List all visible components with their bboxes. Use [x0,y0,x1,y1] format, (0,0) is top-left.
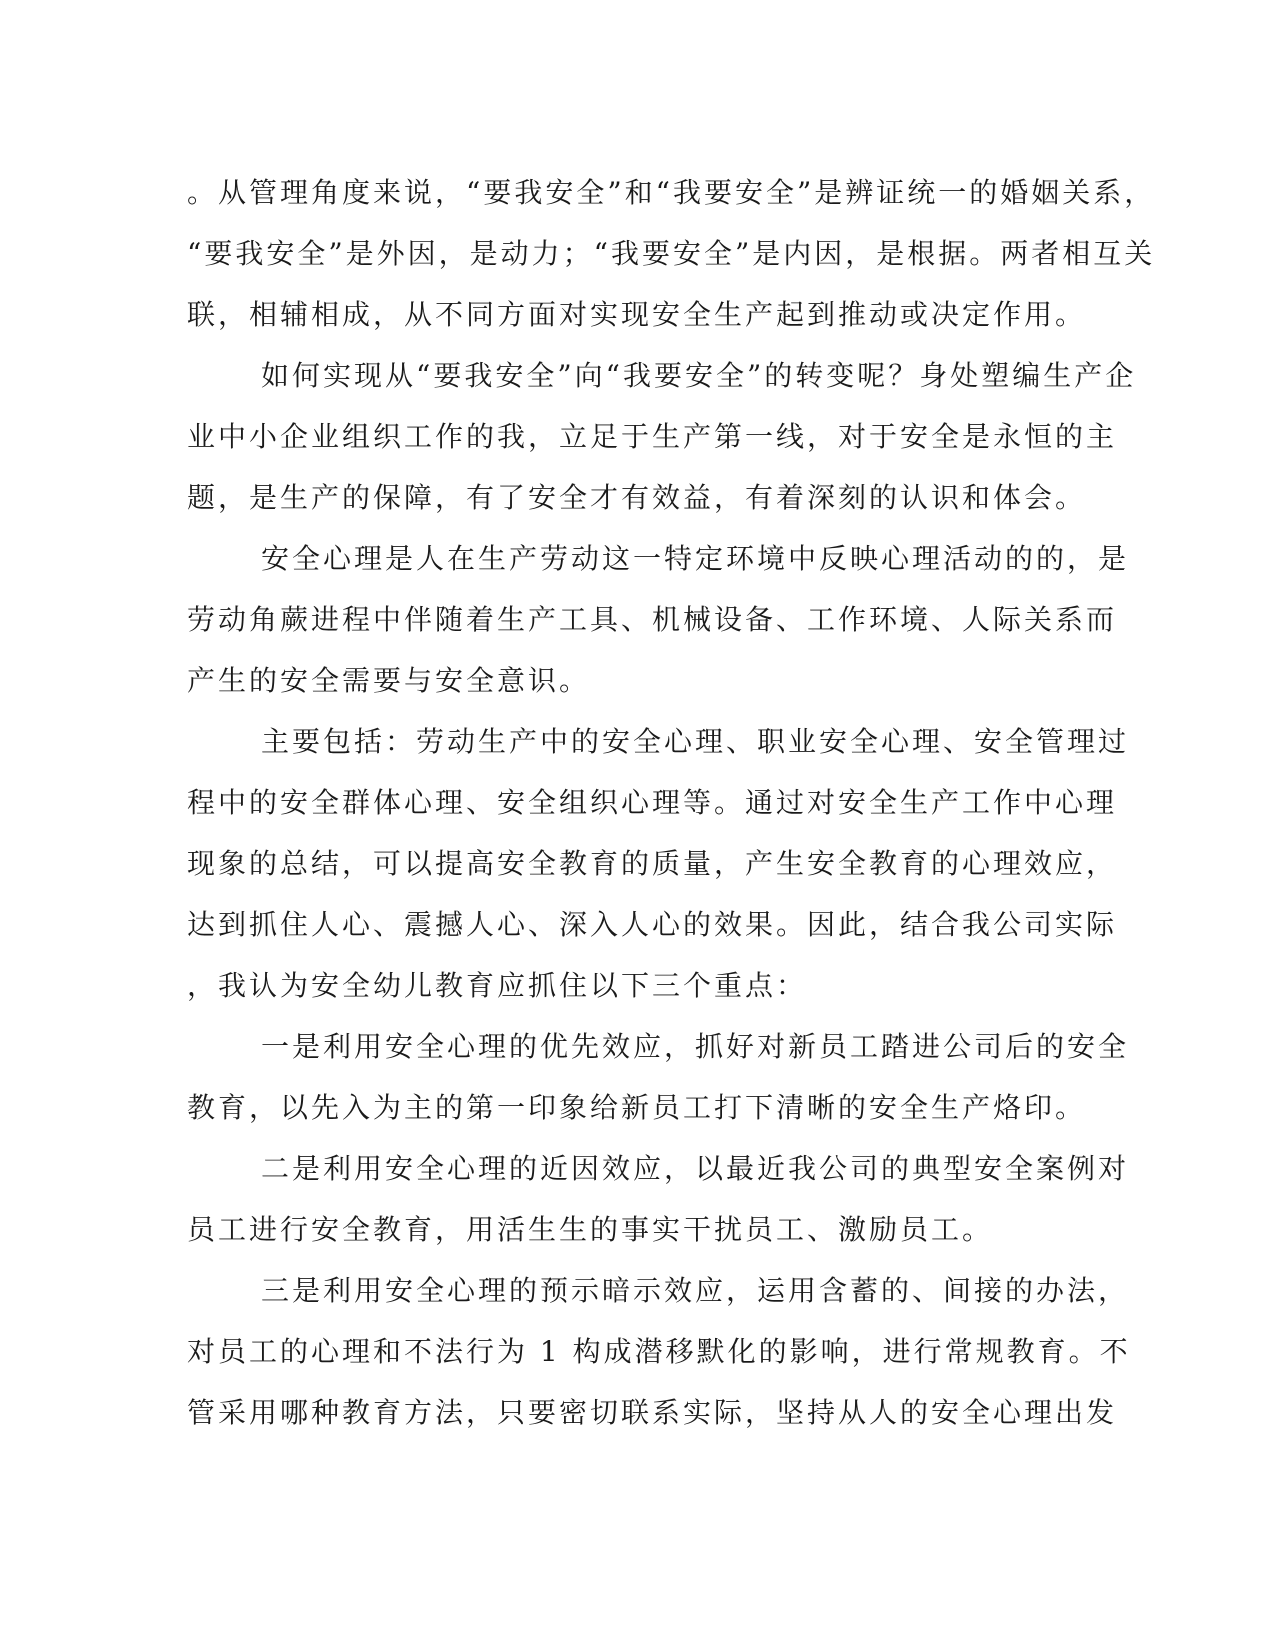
text-line: 员工进行安全教育，用活生生的事实干扰员工、激励员工。 [187,1213,994,1246]
body-text [187,162,1156,1443]
text-line: 对员工的心理和不法行为 1 构成潜移默化的影响，进行常规教育。不 [187,1335,1131,1368]
text-line: “要我安全”是外因，是动力；“我要安全”是内因，是根据。两者相互关 [187,237,1156,270]
text-line: 联，相辅相成，从不同方面对实现安全生产起到推动或决定作用。 [187,298,1087,331]
paragraph-start-line: 主要包括：劳动生产中的安全心理、职业安全心理、安全管理过 [261,725,1130,758]
text-line: 。从管理角度来说，“要我安全”和“我要安全”是辨证统一的婚姻关系， [187,176,1156,209]
text-line: 程中的安全群体心理、安全组织心理等。通过对安全生产工作中心理 [187,786,1118,819]
text-line: 管采用哪种教育方法，只要密切联系实际，坚持从人的安全心理出发 [187,1396,1118,1429]
text-line: 现象的总结，可以提高安全教育的质量，产生安全教育的心理效应， [187,847,1118,880]
text-line: ，我认为安全幼儿教育应抓住以下三个重点： [187,969,808,1002]
text-line: 题，是生产的保障，有了安全才有效益，有着深刻的认识和体会。 [187,481,1087,514]
text-line: 达到抓住人心、震撼人心、深入人心的效果。因此，结合我公司实际 [187,908,1118,941]
paragraph-start-line: 一是利用安全心理的优先效应，抓好对新员工踏进公司后的安全 [261,1030,1130,1063]
paragraph-start-line: 三是利用安全心理的预示暗示效应，运用含蓄的、间接的办法， [261,1274,1130,1307]
text-line: 教育，以先入为主的第一印象给新员工打下清晰的安全生产烙印。 [187,1091,1087,1124]
paragraph-start-line: 二是利用安全心理的近因效应，以最近我公司的典型安全案例对 [261,1152,1130,1185]
paragraph-start-line: 安全心理是人在生产劳动这一特定环境中反映心理活动的的，是 [261,542,1130,575]
paragraph-start-line: 如何实现从“要我安全”向“我要安全”的转变呢？身处塑编生产企 [261,359,1137,392]
text-line: 劳动角蕨进程中伴随着生产工具、机械设备、工作环境、人际关系而 [187,603,1118,636]
text-line: 产生的安全需要与安全意识。 [187,664,591,697]
text-line: 业中小企业组织工作的我，立足于生产第一线，对于安全是永恒的主 [187,420,1118,453]
